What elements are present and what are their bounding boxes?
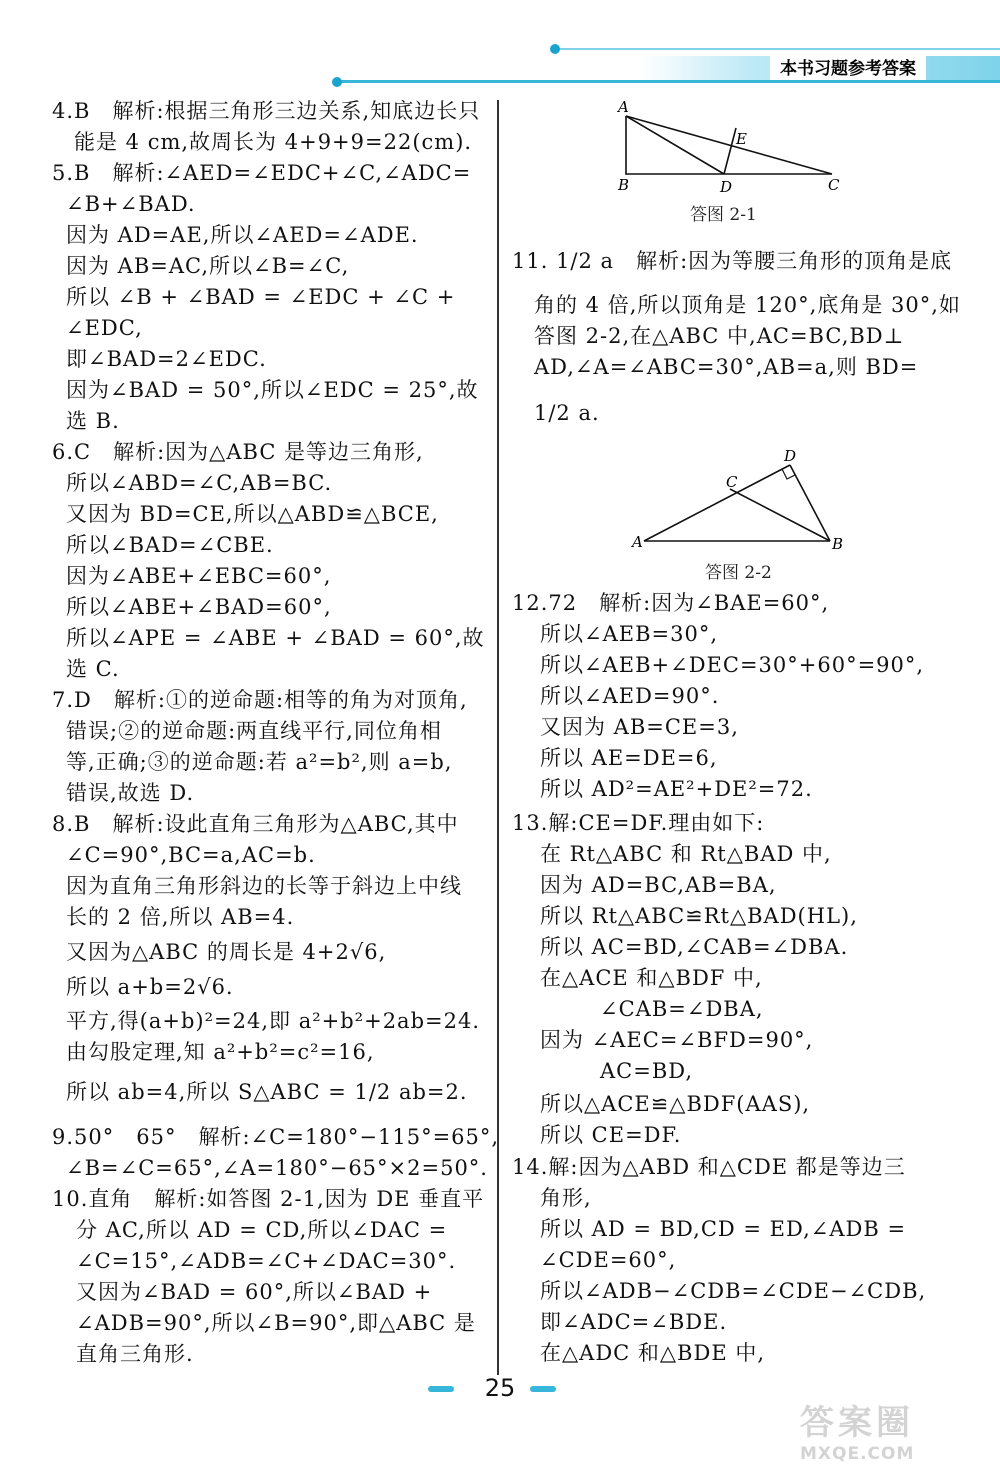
text-line: 平方,得(a+b)²=24,即 a²+b²+2ab=24. — [66, 1009, 481, 1033]
text-line: 由勾股定理,知 a²+b²=c²=16, — [66, 1040, 375, 1064]
text-line: 选 B. — [66, 409, 120, 433]
header-dot — [550, 44, 560, 54]
text-line: ∠EDC, — [66, 316, 143, 340]
text-line: 所以 ∠B + ∠BAD = ∠EDC + ∠C + — [66, 285, 456, 309]
text-line: 13.解:CE=DF.理由如下: — [512, 811, 765, 835]
text-line: 所以 ab=4,所以 S△ABC = 1/2 ab=2. — [66, 1080, 468, 1104]
column-divider — [497, 100, 499, 1375]
text-line: 角的 4 倍,所以顶角是 120°,底角是 30°,如 — [534, 293, 961, 317]
text-line: 所以∠AEB+∠DEC=30°+60°=90°, — [540, 653, 925, 677]
fig2-label-b: B — [832, 535, 844, 553]
text-line: 所以∠AEB=30°, — [540, 622, 719, 646]
text-line: 又因为 BD=CE,所以△ABD≌△BCE, — [66, 502, 439, 526]
text-line: 因为 AD=AE,所以∠AED=∠ADE. — [66, 223, 419, 247]
text-line: 14.解:因为△ABD 和△CDE 都是等边三 — [512, 1155, 906, 1179]
text-line: 因为 ∠AEC=∠BFD=90°, — [540, 1028, 814, 1052]
text-line: 即∠ADC=∠BDE. — [540, 1310, 728, 1334]
text-line: 又因为△ABC 的周长是 4+2√6, — [66, 940, 387, 964]
page-number: 25 — [484, 1374, 516, 1402]
header-rule — [335, 80, 1000, 83]
text-line: 又因为∠BAD = 60°,所以∠BAD + — [76, 1280, 433, 1304]
text-line: 长的 2 倍,所以 AB=4. — [66, 905, 295, 929]
text-line: 所以 CE=DF. — [540, 1123, 682, 1147]
fig1-label-a: A — [618, 98, 629, 116]
text-line: 8.B 解析:设此直角三角形为△ABC,其中 — [52, 812, 459, 836]
watermark — [800, 1395, 995, 1464]
figure-2-1 — [610, 98, 850, 198]
text-line: 所以∠AED=90°. — [540, 684, 720, 708]
text-line: AC=BD, — [600, 1059, 694, 1083]
fig1-label-b: B — [618, 176, 630, 194]
text-line: 等,正确;③的逆命题:若 a²=b²,则 a=b, — [66, 750, 453, 774]
fig1-label-e: E — [736, 130, 747, 148]
text-line: 所以 AD²=AE²+DE²=72. — [540, 777, 813, 801]
text-line: 11. 1/2 a 解析:因为等腰三角形的顶角是底 — [512, 249, 953, 273]
text-line: 5.B 解析:∠AED=∠EDC+∠C,∠ADC= — [52, 161, 472, 185]
fig2-label-a: A — [632, 533, 643, 551]
text-line: ∠C=90°,BC=a,AC=b. — [66, 843, 316, 867]
figure-caption: 答图 2-2 — [705, 563, 772, 583]
text-line: 直角三角形. — [76, 1342, 194, 1366]
text-line: 因为 AD=BC,AB=BA, — [540, 873, 777, 897]
text-line: 又因为 AB=CE=3, — [540, 715, 739, 739]
fig1-label-c: C — [828, 176, 840, 194]
fig1-label-d: D — [720, 178, 733, 196]
text-line: 10.直角 解析:如答图 2-1,因为 DE 垂直平 — [52, 1187, 485, 1211]
watermark-url: MXQE.COM — [800, 1444, 915, 1464]
text-line: 所以△ACE≌△BDF(AAS), — [540, 1092, 811, 1116]
text-line: AD,∠A=∠ABC=30°,AB=a,则 BD= — [534, 355, 919, 379]
text-line: 7.D 解析:①的逆命题:相等的角为对顶角, — [52, 688, 468, 712]
text-line: 所以 a+b=2√6. — [66, 975, 234, 999]
text-line: 所以 AC=BD,∠CAB=∠DBA. — [540, 935, 849, 959]
figure-caption: 答图 2-1 — [690, 205, 757, 225]
text-line: 所以∠ABE+∠BAD=60°, — [66, 595, 332, 619]
header-top-line — [555, 48, 1000, 50]
text-line: ∠B+∠BAD. — [66, 192, 196, 216]
text-line: 因为 AB=AC,所以∠B=∠C, — [66, 254, 350, 278]
text-line: 所以 AE=DE=6, — [540, 746, 718, 770]
text-line: 选 C. — [66, 657, 120, 681]
text-line: 所以∠APE = ∠ABE + ∠BAD = 60°,故 — [66, 626, 485, 650]
watermark-logo: 答案圈 — [800, 1403, 914, 1443]
header-rule-dot — [332, 77, 342, 87]
text-line: 在△ADC 和△BDE 中, — [540, 1341, 765, 1365]
text-line: 所以∠ADB−∠CDB=∠CDE−∠CDB, — [540, 1279, 927, 1303]
text-line: 9.50° 65° 解析:∠C=180°−115°=65°, — [52, 1125, 500, 1149]
header-title: 本书习题参考答案 — [770, 55, 926, 83]
text-line: 即∠BAD=2∠EDC. — [66, 347, 267, 371]
text-line: 所以∠ABD=∠C,AB=BC. — [66, 471, 333, 495]
text-line: 所以∠BAD=∠CBE. — [66, 533, 274, 557]
text-line: 因为∠BAD = 50°,所以∠EDC = 25°,故 — [66, 378, 479, 402]
fig2-label-d: D — [784, 447, 797, 465]
text-line: 所以 AD = BD,CD = ED,∠ADB = — [540, 1217, 907, 1241]
text-line: ∠ADB=90°,所以∠B=90°,即△ABC 是 — [76, 1311, 476, 1335]
text-line: ∠CDE=60°, — [540, 1248, 677, 1272]
text-line: 因为直角三角形斜边的长等于斜边上中线 — [66, 874, 462, 898]
text-line: 6.C 解析:因为△ABC 是等边三角形, — [52, 440, 424, 464]
text-line: 在△ACE 和△BDF 中, — [540, 966, 763, 990]
fig2-label-c: C — [726, 473, 738, 491]
text-line: 能是 4 cm,故周长为 4+9+9=22(cm). — [74, 130, 473, 154]
text-line: 1/2 a. — [534, 401, 600, 425]
text-line: ∠B=∠C=65°,∠A=180°−65°×2=50°. — [66, 1156, 488, 1180]
text-line: 因为∠ABE+∠EBC=60°, — [66, 564, 332, 588]
text-line: 分 AC,所以 AD = CD,所以∠DAC = — [76, 1218, 448, 1242]
text-line: 4.B 解析:根据三角形三边关系,知底边长只 — [52, 99, 481, 123]
text-line: 答图 2-2,在△ABC 中,AC=BC,BD⊥ — [534, 324, 905, 348]
text-line: 错误;②的逆命题:两直线平行,同位角相 — [66, 719, 442, 743]
figure-2-2 — [630, 445, 860, 555]
text-line: ∠C=15°,∠ADB=∠C+∠DAC=30°. — [76, 1249, 457, 1273]
text-line: 所以 Rt△ABC≌Rt△BAD(HL), — [540, 904, 858, 928]
text-line: ∠CAB=∠DBA, — [600, 997, 764, 1021]
text-line: 角形, — [540, 1186, 592, 1210]
text-line: 12.72 解析:因为∠BAE=60°, — [512, 591, 830, 615]
page-deco-right — [530, 1386, 556, 1392]
text-line: 在 Rt△ABC 和 Rt△BAD 中, — [540, 842, 832, 866]
text-line: 错误,故选 D. — [66, 781, 195, 805]
